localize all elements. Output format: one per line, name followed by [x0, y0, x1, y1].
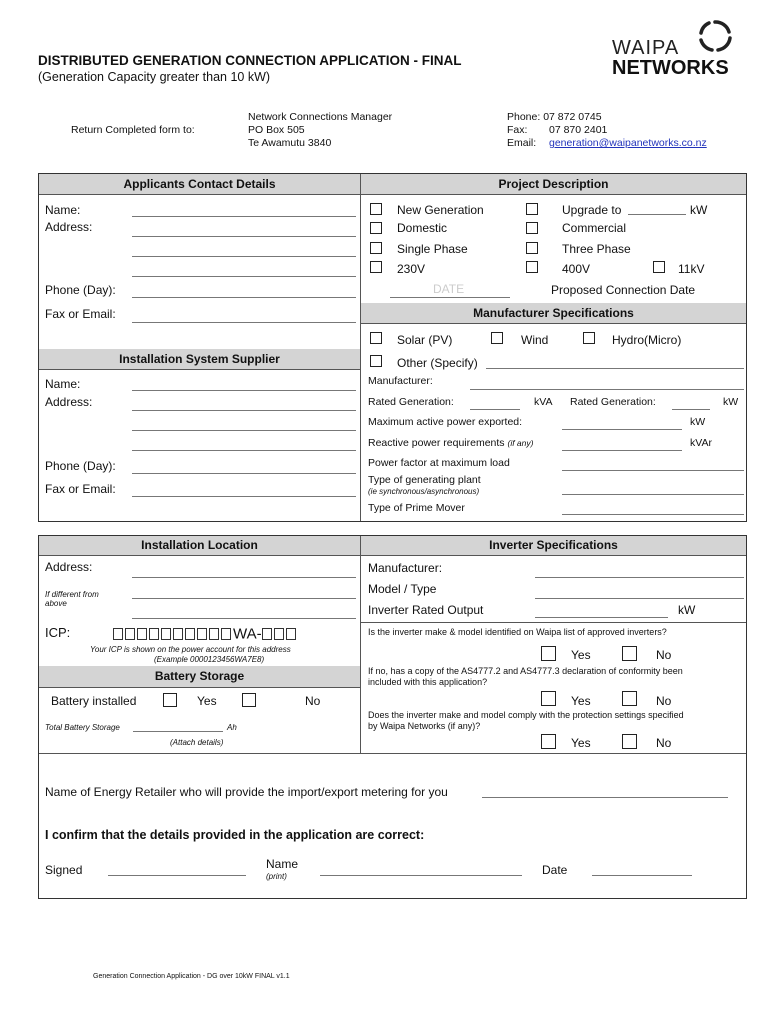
- q2-yes-checkbox[interactable]: [541, 691, 556, 706]
- upgrade-checkbox[interactable]: [526, 203, 538, 215]
- power-factor-label: Power factor at maximum load: [368, 457, 510, 469]
- rated-gen-kva-field[interactable]: [470, 409, 520, 410]
- inverter-q-line: [361, 622, 746, 623]
- battery-yes-label: Yes: [197, 694, 217, 708]
- max-power-field[interactable]: [562, 429, 682, 430]
- new-generation-checkbox[interactable]: [370, 203, 382, 215]
- inverter-manufacturer-label: Manufacturer:: [368, 561, 443, 575]
- proposed-date-label: Proposed Connection Date: [551, 283, 696, 297]
- max-power-label: Maximum active power exported:: [368, 416, 523, 428]
- plant-type-note: (ie synchronous/asynchronous): [368, 487, 480, 496]
- q2-no-label: No: [656, 694, 672, 708]
- form-subtitle: (Generation Capacity greater than 10 kW): [38, 70, 271, 84]
- rated-gen-kva-label: Rated Generation:: [368, 396, 454, 408]
- return-fax: 07 870 2401: [549, 124, 608, 136]
- section2-divider: [360, 536, 361, 753]
- inverter-rated-label: Inverter Rated Output: [368, 603, 484, 617]
- solar-label: Solar (PV): [397, 333, 453, 347]
- 11kv-label: 11kV: [678, 262, 705, 276]
- date-placeholder: DATE: [433, 282, 465, 296]
- rated-gen-kw-field[interactable]: [672, 409, 710, 410]
- name-print-field[interactable]: [320, 875, 522, 876]
- other-checkbox[interactable]: [370, 355, 382, 367]
- location-address-field-1[interactable]: [132, 577, 356, 578]
- inverter-q1: Is the inverter make & model identified on Waipa list of approved inverters?: [368, 627, 667, 637]
- inverter-manufacturer-field[interactable]: [535, 577, 744, 578]
- q1-yes-label: Yes: [571, 648, 591, 662]
- name-print-note: (print): [266, 872, 287, 881]
- q2-yes-label: Yes: [571, 694, 591, 708]
- domestic-label: Domestic: [397, 221, 448, 235]
- reactive-label: [368, 437, 533, 449]
- battery-total-field[interactable]: [133, 731, 223, 732]
- reactive-text: Reactive power requirements: [368, 437, 505, 449]
- inverter-rated-unit: kW: [678, 603, 696, 617]
- kw-unit: kW: [723, 396, 739, 408]
- confirm-statement: I confirm that the details provided in the application are correct:: [45, 828, 425, 842]
- footer-note: Generation Connection Application - DG over 10kW FINAL v1.1: [93, 973, 290, 980]
- battery-no-checkbox[interactable]: [242, 693, 256, 707]
- 230v-label: 230V: [397, 262, 426, 276]
- location-address-label: Address:: [45, 560, 93, 574]
- logo-swirl-icon: [696, 18, 734, 54]
- wind-label: Wind: [521, 333, 549, 347]
- icp-note2: (Example 0000123456WA7E8): [154, 655, 265, 664]
- applicant-email-field[interactable]: [132, 322, 356, 323]
- 400v-checkbox[interactable]: [526, 261, 538, 273]
- rated-gen-kw-label: Rated Generation:: [570, 396, 656, 408]
- battery-header: Battery Storage: [39, 666, 360, 688]
- plant-type-label: Type of generating plant: [368, 474, 481, 486]
- reactive-unit: kVAr: [690, 437, 712, 449]
- solar-checkbox[interactable]: [370, 332, 382, 344]
- q1-yes-checkbox[interactable]: [541, 646, 556, 661]
- retailer-label: Name of Energy Retailer who will provide the import/export metering for you: [45, 785, 448, 799]
- 11kv-checkbox[interactable]: [653, 261, 665, 273]
- return-addr3: Te Awamutu 3840: [248, 137, 332, 149]
- three-phase-label: Three Phase: [562, 242, 631, 256]
- q3-yes-checkbox[interactable]: [541, 734, 556, 749]
- inverter-q2a: If no, has a copy of the AS4777.2 and AS4777.3 declaration of conformity been: [368, 666, 683, 676]
- applicant-header: Applicants Contact Details: [39, 174, 360, 195]
- applicant-phone-field[interactable]: [132, 297, 356, 298]
- applicant-phone-label: Phone (Day):: [45, 283, 116, 297]
- inverter-q3b: by Waipa Networks (if any)?: [368, 721, 481, 731]
- upgrade-label: Upgrade to: [562, 203, 622, 217]
- manufacturer-field[interactable]: [470, 389, 744, 390]
- applicant-address-field-2[interactable]: [132, 256, 356, 257]
- signature-field[interactable]: [108, 875, 246, 876]
- applicant-address-field-3[interactable]: [132, 276, 356, 277]
- supplier-address-field-2[interactable]: [132, 430, 356, 431]
- return-label: Return Completed form to:: [71, 124, 195, 136]
- date-field[interactable]: [592, 875, 692, 876]
- section1-divider: [360, 174, 361, 521]
- return-phone: Phone: 07 872 0745: [507, 111, 602, 123]
- icp-suffix: WA-: [233, 625, 262, 643]
- upgrade-kw-field[interactable]: [628, 214, 686, 215]
- name-label: Name: [266, 857, 299, 871]
- inverter-model-label: Model / Type: [368, 582, 437, 596]
- prime-mover-label: Type of Prime Mover: [368, 502, 465, 514]
- inverter-q2b: included with this application?: [368, 677, 488, 687]
- location-address-field-2[interactable]: [132, 598, 356, 599]
- other-label: Other (Specify): [397, 356, 478, 370]
- q3-no-label: No: [656, 736, 672, 750]
- icp-note1: Your ICP is shown on the power account for this address: [90, 645, 291, 654]
- kva-unit: kVA: [534, 396, 553, 408]
- power-factor-field[interactable]: [562, 470, 744, 471]
- wind-checkbox[interactable]: [491, 332, 503, 344]
- domestic-checkbox[interactable]: [370, 222, 382, 234]
- location-address-field-3[interactable]: [132, 618, 356, 619]
- commercial-checkbox[interactable]: [526, 222, 538, 234]
- three-phase-checkbox[interactable]: [526, 242, 538, 254]
- upgrade-unit: kW: [690, 203, 708, 217]
- applicant-name-label: Name:: [45, 203, 81, 217]
- inverter-q3a: Does the inverter make and model comply with the protection settings specified: [368, 710, 684, 720]
- location-header: Installation Location: [39, 536, 360, 556]
- battery-installed-label: Battery installed: [51, 694, 137, 708]
- plant-type-field[interactable]: [562, 494, 744, 495]
- supplier-email-field[interactable]: [132, 496, 356, 497]
- inverter-model-field[interactable]: [535, 598, 744, 599]
- inverter-header: Inverter Specifications: [361, 536, 746, 556]
- battery-no-label: No: [305, 694, 321, 708]
- applicant-name-field[interactable]: [132, 216, 356, 217]
- retailer-field[interactable]: [482, 797, 728, 798]
- q3-no-checkbox[interactable]: [622, 734, 637, 749]
- hydro-label: Hydro(Micro): [612, 333, 682, 347]
- prime-mover-field[interactable]: [562, 514, 744, 515]
- commercial-label: Commercial: [562, 221, 627, 235]
- supplier-address-field-3[interactable]: [132, 450, 356, 451]
- applicant-address-label: Address:: [45, 220, 93, 234]
- logo-line1: WAIPA: [612, 37, 680, 59]
- reactive-field[interactable]: [562, 450, 682, 451]
- q1-no-checkbox[interactable]: [622, 646, 637, 661]
- return-addr2: PO Box 505: [248, 124, 305, 136]
- icp-label: ICP:: [45, 625, 71, 640]
- applicant-address-field-1[interactable]: [132, 236, 356, 237]
- 230v-checkbox[interactable]: [370, 261, 382, 273]
- battery-unit: Ah: [227, 723, 237, 732]
- return-email-link[interactable]: generation@waipanetworks.co.nz: [549, 137, 707, 149]
- hydro-checkbox[interactable]: [583, 332, 595, 344]
- return-email-label: Email:: [507, 137, 537, 149]
- new-generation-label: New Generation: [397, 203, 484, 217]
- q1-no-label: No: [656, 648, 672, 662]
- max-power-unit: kW: [690, 416, 706, 428]
- battery-yes-checkbox[interactable]: [163, 693, 177, 707]
- battery-total-label: Total Battery Storage: [45, 723, 120, 732]
- supplier-header: Installation System Supplier: [39, 349, 360, 370]
- single-phase-label: Single Phase: [397, 242, 468, 256]
- logo-line2: NETWORKS: [612, 57, 729, 79]
- supplier-address-field-1[interactable]: [132, 410, 356, 411]
- single-phase-checkbox[interactable]: [370, 242, 382, 254]
- other-specify-field[interactable]: [486, 368, 744, 369]
- supplier-address-label: Address:: [45, 395, 93, 409]
- location-diff-note2: above: [45, 599, 67, 608]
- return-fax-label: Fax:: [507, 124, 528, 136]
- supplier-name-field[interactable]: [132, 390, 356, 391]
- supplier-email-label: Fax or Email:: [45, 482, 116, 496]
- supplier-phone-label: Phone (Day):: [45, 459, 116, 473]
- applicant-email-label: Fax or Email:: [45, 307, 116, 321]
- 400v-label: 400V: [562, 262, 591, 276]
- supplier-name-label: Name:: [45, 377, 81, 391]
- q2-no-checkbox[interactable]: [622, 691, 637, 706]
- section2-mid-line: [39, 753, 746, 754]
- q3-yes-label: Yes: [571, 736, 591, 750]
- project-header: Project Description: [361, 174, 746, 195]
- date-label: Date: [542, 863, 568, 877]
- connection-date-field[interactable]: [390, 297, 510, 298]
- manufacturer-label: Manufacturer:: [368, 375, 433, 387]
- inverter-rated-field[interactable]: [535, 617, 668, 618]
- form-title: DISTRIBUTED GENERATION CONNECTION APPLICATION - FINAL: [38, 53, 462, 68]
- location-diff-note1: If different from: [45, 590, 99, 599]
- reactive-note: (if any): [507, 438, 534, 448]
- return-addr1: Network Connections Manager: [248, 111, 393, 123]
- waipa-logo: [612, 18, 742, 84]
- battery-attach-note: (Attach details): [170, 738, 224, 747]
- manufacturer-header: Manufacturer Specifications: [361, 303, 746, 324]
- signed-label: Signed: [45, 863, 83, 877]
- icp-input-boxes[interactable]: [113, 625, 298, 643]
- supplier-phone-field[interactable]: [132, 473, 356, 474]
